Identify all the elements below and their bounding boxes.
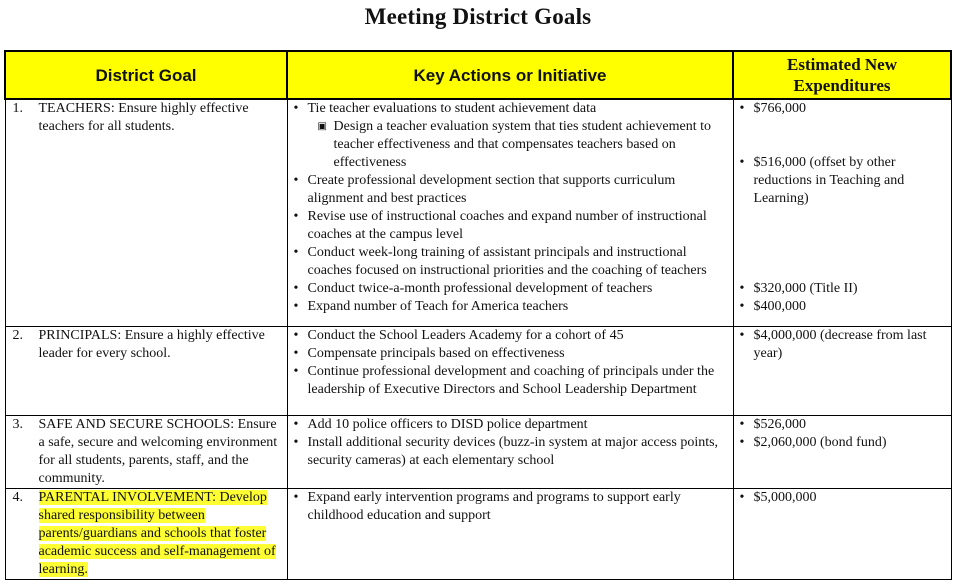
actions-cell bbox=[287, 99, 733, 327]
goal-cell bbox=[5, 489, 287, 580]
action-item: • Expand number of Teach for America teachers bbox=[292, 298, 729, 316]
goal-number: 4. bbox=[12, 490, 23, 505]
goal-text: SAFE AND SECURE SCHOOLS: Ensure a safe, secure and welcoming environment for all students, parents, staff, and the community. bbox=[38, 417, 278, 486]
actions-cell bbox=[287, 327, 733, 416]
action-item: • Conduct twice-a-month professional development of teachers bbox=[292, 280, 729, 298]
expenditure-item: • $516,000 (offset by other reductions in Teaching and Learning) bbox=[738, 154, 947, 208]
action-item: • Revise use of instructional coaches and expand number of instructional coaches at the campus level bbox=[292, 208, 729, 244]
table-row bbox=[5, 327, 951, 416]
expenditure-item: • $5,000,000 bbox=[738, 489, 947, 507]
table-row bbox=[5, 489, 951, 580]
header-key-actions: Key Actions or Initiative bbox=[287, 51, 733, 99]
expenditure-cell bbox=[733, 489, 951, 580]
action-item: • Install additional security devices (buzz-in system at major access points, security cameras) at each elementary school bbox=[292, 434, 729, 470]
action-item: • Continue professional development and coaching of principals under the leadership of Executive Directors and School Leadership Department bbox=[292, 363, 729, 399]
page-title: Meeting District Goals bbox=[364, 4, 592, 29]
header-row bbox=[5, 51, 951, 99]
goal-text-highlighted: PARENTAL INVOLVEMENT: Develop shared responsibility between parents/guardians and schools that foster academic success and self-management of learning. bbox=[38, 490, 276, 577]
goal-cell bbox=[5, 416, 287, 489]
goal-number: 1. bbox=[12, 101, 23, 116]
expenditure-item: • $2,060,000 (bond fund) bbox=[738, 434, 947, 452]
goal-text: PRINCIPALS: Ensure a highly effective leader for every school. bbox=[38, 328, 265, 361]
goal-text: TEACHERS: Ensure highly effective teachers for all students. bbox=[38, 101, 249, 134]
expenditure-cell bbox=[733, 416, 951, 489]
goal-number: 2. bbox=[12, 328, 23, 343]
table-row bbox=[5, 416, 951, 489]
goal-cell bbox=[5, 99, 287, 327]
spacer bbox=[738, 118, 947, 154]
goals-table bbox=[4, 50, 952, 580]
expenditure-item: • $766,000 bbox=[738, 100, 947, 118]
expenditure-cell bbox=[733, 99, 951, 327]
expenditure-item: • $320,000 (Title II) bbox=[738, 280, 947, 298]
goal-cell bbox=[5, 327, 287, 416]
actions-cell bbox=[287, 416, 733, 489]
goal-number: 3. bbox=[12, 417, 23, 432]
expenditure-cell bbox=[733, 327, 951, 416]
sub-action-item: ▣ Design a teacher evaluation system that ties student achievement to teacher effectiveness and that compensates teachers based on effectiveness bbox=[317, 119, 711, 170]
action-item: • Tie teacher evaluations to student achievement data ▣ Design a teacher evaluation system that ties student achievement to teacher effectiveness and that compensates teachers based on effectiveness bbox=[292, 100, 729, 172]
action-item: • Conduct week-long training of assistant principals and instructional coaches focused on instructional priorities and the coaching of teachers bbox=[292, 244, 729, 280]
header-district-goal: District Goal bbox=[5, 51, 287, 99]
expenditure-item: • $4,000,000 (decrease from last year) bbox=[738, 327, 947, 363]
expenditure-item: • $526,000 bbox=[738, 416, 947, 434]
header-estimated-expenditures: Estimated New Expenditures bbox=[733, 51, 951, 99]
action-item: • Conduct the School Leaders Academy for a cohort of 45 bbox=[292, 327, 729, 345]
action-item: • Expand early intervention programs and programs to support early childhood education and support bbox=[292, 489, 729, 525]
action-item: • Create professional development section that supports curriculum alignment and best practices bbox=[292, 172, 729, 208]
action-item: • Add 10 police officers to DISD police department bbox=[292, 416, 729, 434]
checkbox-bullet-icon: ▣ bbox=[317, 121, 327, 132]
table-row bbox=[5, 99, 951, 327]
action-item: • Compensate principals based on effectiveness bbox=[292, 345, 729, 363]
spacer bbox=[738, 208, 947, 280]
expenditure-item: • $400,000 bbox=[738, 298, 947, 316]
actions-cell bbox=[287, 489, 733, 580]
